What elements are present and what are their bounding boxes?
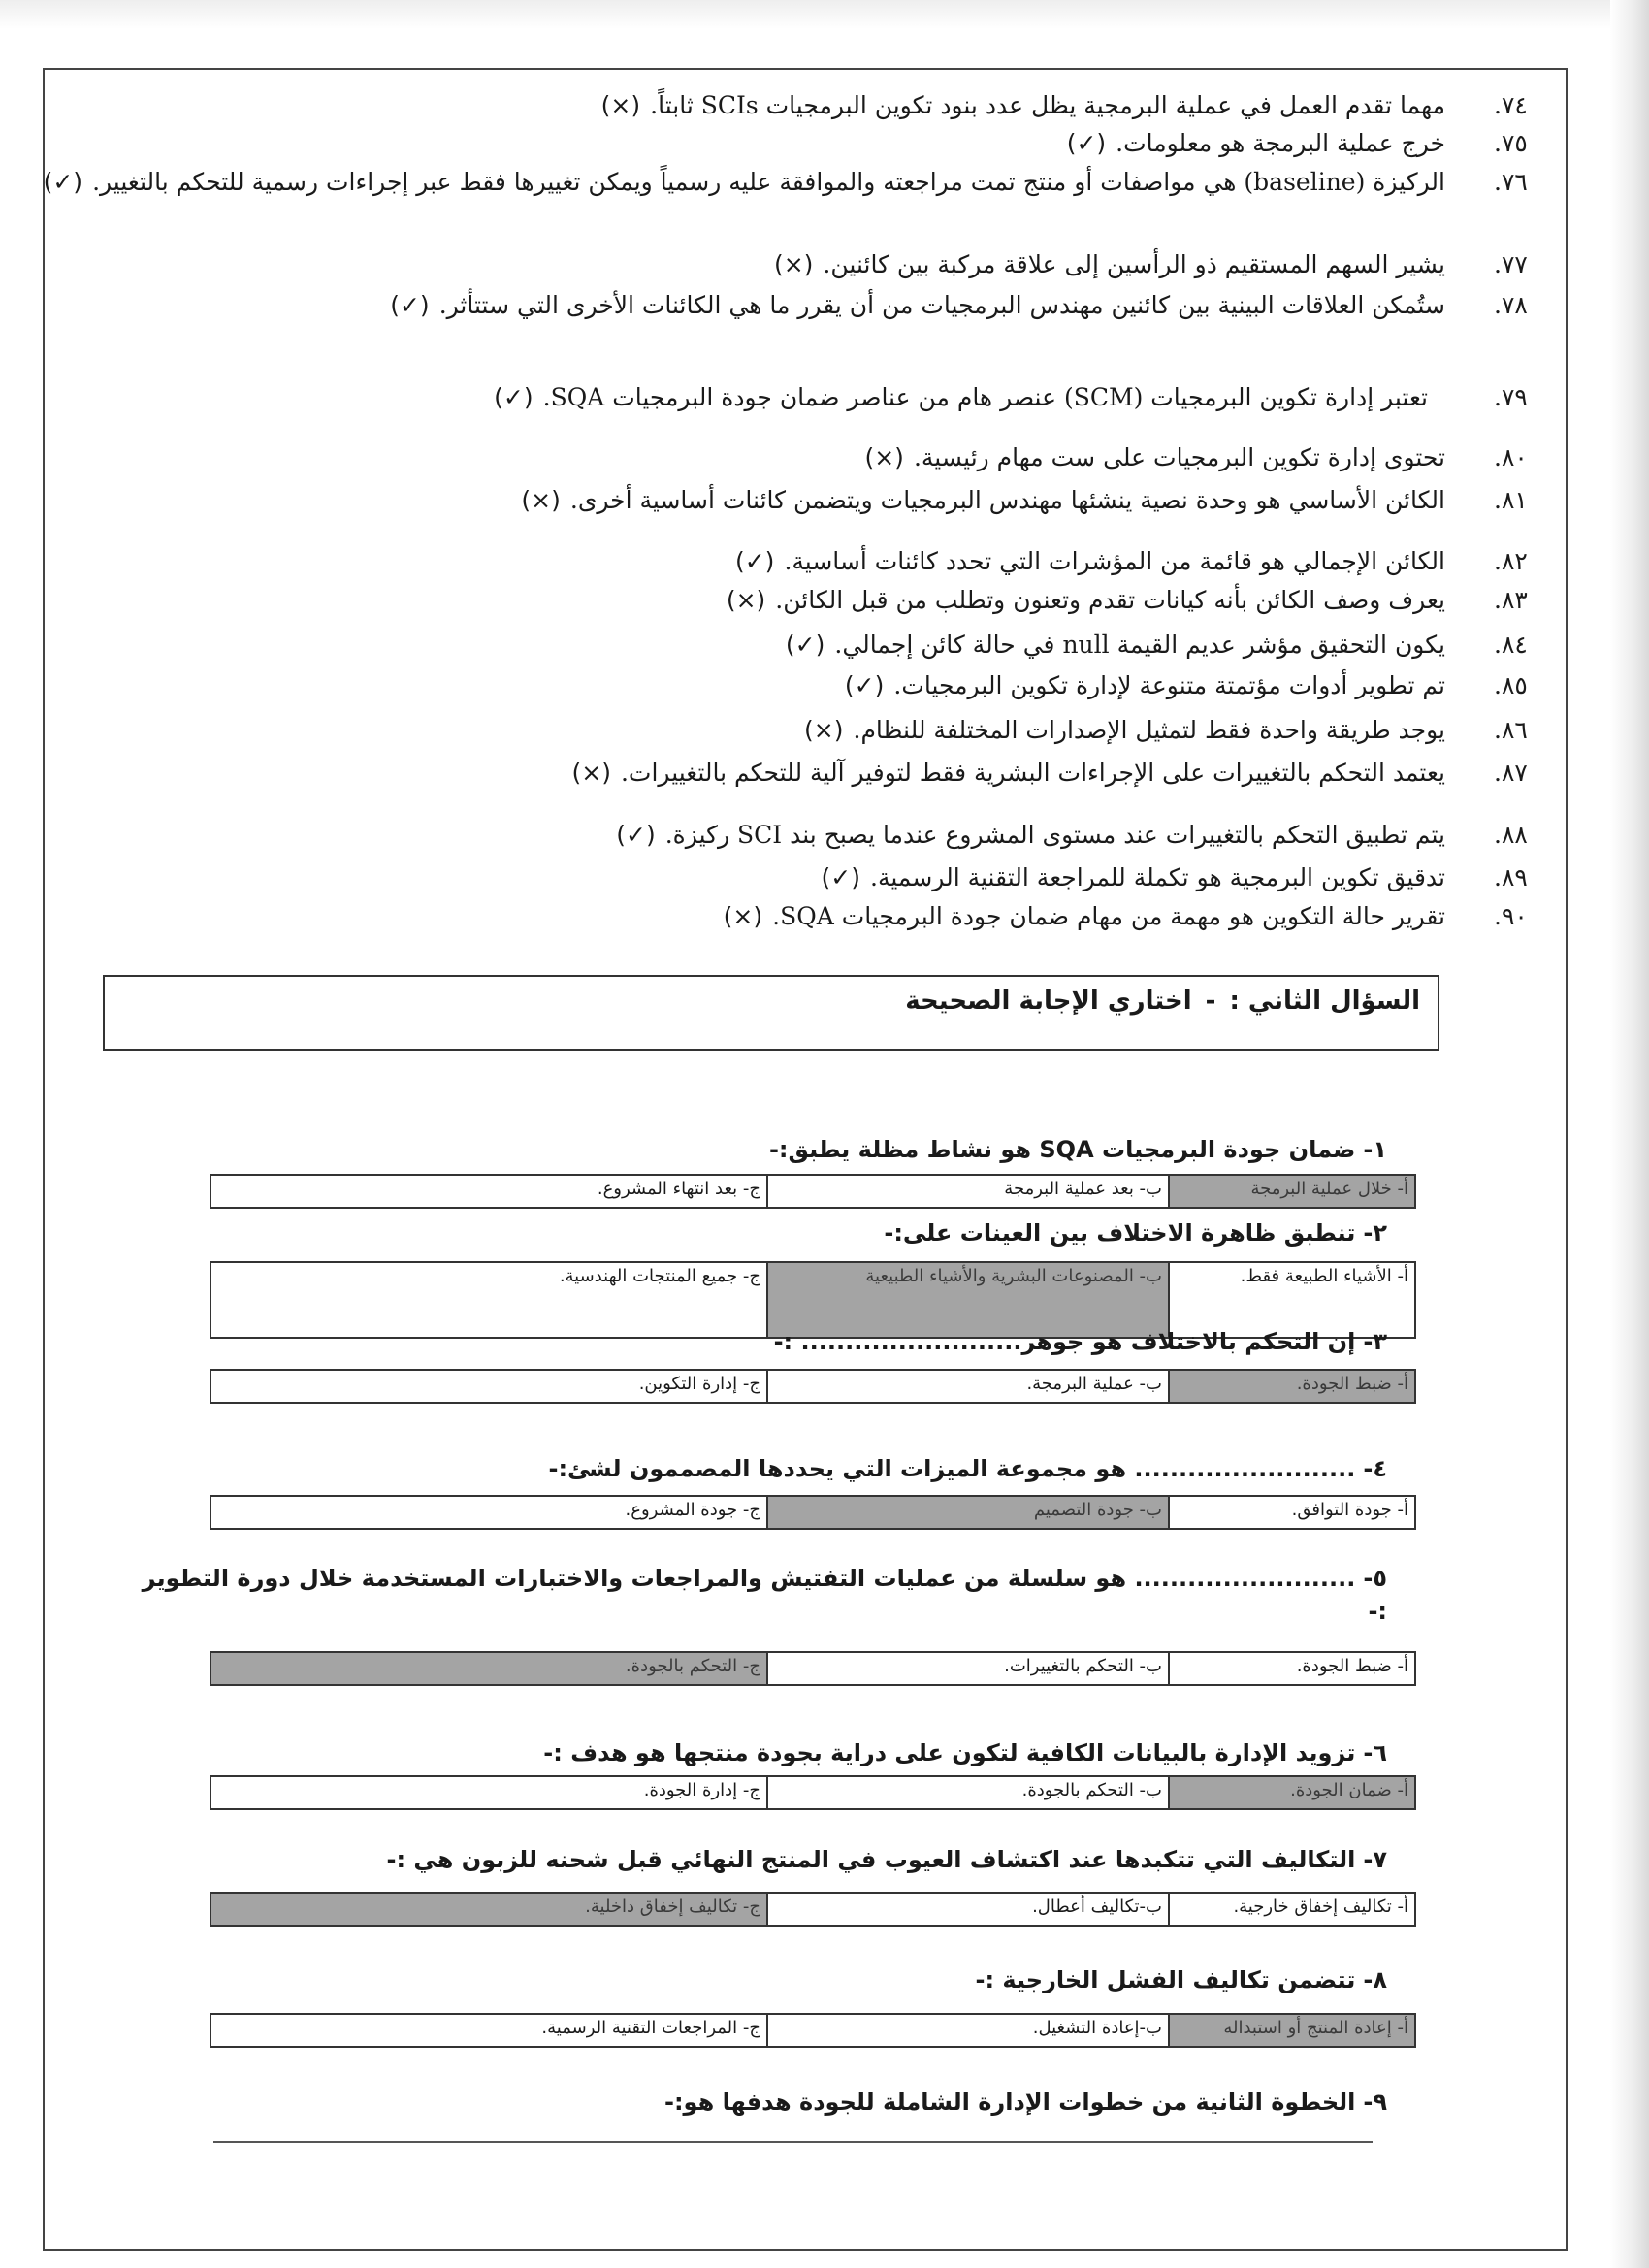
section-two-header (103, 975, 1439, 1051)
statement-item (58, 127, 1552, 166)
cross-mark: (×) (723, 902, 763, 930)
mcq-option: أ- ضبط الجودة. (1169, 1652, 1415, 1685)
statement-number: ٨٦. (1494, 716, 1528, 744)
mcq-option-correct: أ- ضبط الجودة. (1169, 1370, 1415, 1403)
statement-number: ٧٩. (1494, 383, 1528, 411)
statement-text: الركيزة (baseline) هي مواصفات أو منتج تمت مراجعته والموافقة عليه رسمياً ويمكن تغييرها فقط عبر إجراءات رسمية للتحكم بالتغيير.(✓) (43, 168, 1445, 196)
check-mark: (✓) (390, 291, 430, 319)
mcq-option: ب- التحكم بالجودة. (767, 1776, 1169, 1809)
scan-edge-right (1610, 0, 1649, 2268)
statement-text: يتم تطبيق التحكم بالتغييرات عند مستوى المشروع عندما يصبح بند SCI ركيزة.(✓) (616, 821, 1445, 849)
statement-text: يعرف وصف الكائن بأنه كيانات تقدم وتعنون وتطلب من قبل الكائن.(×) (726, 586, 1445, 614)
mcq-question: ٥-......................... هو سلسلة من عمليات التفتيش والمراجعات والاختبارات المستخدمة خلال دورة التطوير :- (142, 1565, 1387, 1625)
statement-number: ٨٣. (1494, 586, 1528, 614)
cross-mark: (×) (521, 486, 561, 514)
mcq-options (210, 1369, 1416, 1404)
check-mark: (✓) (821, 863, 860, 891)
mcq-option: أ- جودة التوافق. (1169, 1496, 1415, 1529)
statement-text: خرج عملية البرمجة هو معلومات.(✓) (1066, 129, 1445, 157)
mcq-options (210, 1495, 1416, 1530)
mcq-option: ب- التحكم بالتغييرات. (767, 1652, 1169, 1685)
mcq-option: ج- بعد انتهاء المشروع. (210, 1175, 767, 1208)
mcq-option: ج- جميع المنتجات الهندسية. (210, 1262, 767, 1338)
statement-text: تقرير حالة التكوين هو مهمة من مهام ضمان جودة البرمجيات SQA.(×) (723, 902, 1445, 930)
statement-item (58, 629, 1552, 669)
mcq-options (210, 2013, 1416, 2048)
mcq-question: ٤-......................... هو مجموعة الميزات التي يحددها المصممون لشئ:- (548, 1455, 1387, 1482)
statement-text: ستُمكن العلاقات البينية بين كائنين مهندس البرمجيات من أن يقرر ما هي الكائنات الأخرى التي ستتأثر.(✓) (390, 291, 1445, 319)
statement-number: ٧٤. (1494, 91, 1528, 119)
statement-item (58, 89, 1552, 127)
check-mark: (✓) (494, 383, 534, 411)
statement-item (58, 441, 1552, 484)
statement-number: ٨٤. (1494, 631, 1528, 659)
check-mark: (✓) (844, 671, 885, 699)
section-two-instruction: اختاري الإجابة الصحيحة (905, 987, 1192, 1016)
cross-mark: (×) (600, 91, 641, 119)
statement-number: ٨٨. (1494, 821, 1528, 849)
mcq-option: ب-تكاليف أعطال. (767, 1893, 1169, 1926)
mcq-options (210, 1775, 1416, 1810)
statement-number: ٧٧. (1494, 250, 1528, 278)
statement-number: ٨١. (1494, 486, 1528, 514)
mcq-option: ب- بعد عملية البرمجة (767, 1175, 1169, 1208)
mcq-option: ب- عملية البرمجة. (767, 1370, 1169, 1403)
mcq-option: ب-إعادة التشغيل. (767, 2014, 1169, 2047)
statement-number: ٨٩. (1494, 863, 1528, 891)
statement-item (58, 900, 1552, 943)
statement-number: ٧٨. (1494, 291, 1528, 319)
mcq-option: أ- تكاليف إخفاق خارجية. (1169, 1893, 1415, 1926)
statement-number: ٧٦. (1494, 168, 1528, 196)
mcq-options (210, 1651, 1416, 1686)
check-mark: (✓) (734, 547, 775, 575)
mcq-question: ٩-الخطوة الثانية من خطوات الإدارة الشاملة للجودة هدفها هو:- (664, 2089, 1387, 2116)
mcq-question: ٨-تتضمن تكاليف الفشل الخارجية :- (975, 1966, 1387, 1993)
statement-item (58, 714, 1552, 757)
statement-number: ٨٥. (1494, 671, 1528, 699)
statement-text: تعتبر إدارة تكوين البرمجيات (SCM) عنصر هام من عناصر ضمان جودة البرمجيات SQA.(✓) (494, 383, 1428, 411)
mcq-option-correct: أ- ضمان الجودة. (1169, 1776, 1415, 1809)
scan-edge-top (0, 0, 1649, 29)
statement-text: تم تطوير أدوات مؤتمتة متنوعة لإدارة تكوين البرمجيات.(✓) (844, 671, 1445, 699)
cross-mark: (×) (773, 250, 814, 278)
cross-mark: (×) (571, 759, 611, 787)
mcq-option: ج- إدارة الجودة. (210, 1776, 767, 1809)
mcq-options (210, 1174, 1416, 1209)
mcq-question: ١-ضمان جودة البرمجيات SQA هو نشاط مظلة يطبق:- (768, 1136, 1387, 1163)
statement-item (58, 484, 1552, 545)
statement-text: تدقيق تكوين البرمجية هو تكملة للمراجعة التقنية الرسمية.(✓) (821, 863, 1445, 891)
mcq-option-correct: ج- التحكم بالجودة. (210, 1652, 767, 1685)
cross-mark: (×) (804, 716, 844, 744)
mcq-option-correct: أ- خلال عملية البرمجة (1169, 1175, 1415, 1208)
answer-line (213, 2141, 1373, 2143)
statement-text: يوجد طريقة واحدة فقط لتمثيل الإصدارات المختلفة للنظام.(×) (804, 716, 1445, 744)
check-mark: (✓) (616, 821, 656, 849)
mcq-question: ٧-التكاليف التي تتكبدها عند اكتشاف العيوب في المنتج النهائي قبل شحنه للزبون هي :- (386, 1846, 1387, 1873)
check-mark: (✓) (785, 631, 825, 659)
statement-item (43, 166, 1552, 248)
mcq-option: ج- المراجعات التقنية الرسمية. (210, 2014, 767, 2047)
statement-number: ٨٧. (1494, 759, 1528, 787)
statement-item (58, 289, 1552, 381)
mcq-option: ج- إدارة التكوين. (210, 1370, 767, 1403)
mcq-options (210, 1892, 1416, 1927)
statement-item (58, 584, 1552, 629)
check-mark: (✓) (1066, 129, 1107, 157)
statement-text: تحتوى إدارة تكوين البرمجيات على ست مهام رئيسية.(×) (864, 443, 1445, 471)
statement-text: الكائن الإجمالي هو قائمة من المؤشرات التي تحدد كائنات أساسية.(✓) (734, 547, 1445, 575)
section-two-label: السؤال الثاني : (1229, 987, 1420, 1016)
mcq-option-correct: ج- تكاليف إخفاق داخلية. (210, 1893, 767, 1926)
mcq-question: ٦-تزويد الإدارة بالبيانات الكافية لتكون على دراية بجودة منتجها هو هدف :- (543, 1739, 1387, 1766)
mcq-question: ٣-إن التحكم بالاختلاف هو جوهر......................... :- (773, 1328, 1387, 1355)
statement-number: ٧٥. (1494, 129, 1528, 157)
true-false-statements (43, 89, 1552, 943)
statement-text: يعتمد التحكم بالتغييرات على الإجراءات البشرية فقط لتوفير آلية للتحكم بالتغييرات.(×) (571, 759, 1445, 787)
cross-mark: (×) (726, 586, 766, 614)
mcq-option-correct: ب- جودة التصميم (767, 1496, 1169, 1529)
statement-number: ٨٢. (1494, 547, 1528, 575)
check-mark: (✓) (43, 168, 83, 196)
statement-item (58, 669, 1552, 714)
statement-item (58, 757, 1552, 819)
mcq-question: ٢-تنطبق ظاهرة الاختلاف بين العينات على:- (884, 1219, 1387, 1247)
statement-number: ٨٠. (1494, 443, 1528, 471)
cross-mark: (×) (864, 443, 904, 471)
mcq-option: أ- الأشياء الطبيعة فقط. (1169, 1262, 1415, 1338)
section-two-title (905, 987, 1420, 1016)
section-two-separator: - (1205, 987, 1216, 1016)
statement-item (58, 381, 1552, 441)
statement-text: الكائن الأساسي هو وحدة نصية ينشئها مهندس البرمجيات ويتضمن كائنات أساسية أخرى.(×) (521, 486, 1445, 514)
statement-item (58, 545, 1552, 584)
statement-item (58, 248, 1552, 289)
statement-item (58, 861, 1552, 900)
mcq-option: ج- جودة المشروع. (210, 1496, 767, 1529)
statement-text: مهما تقدم العمل في عملية البرمجية يظل عدد بنود تكوين البرمجيات SCIs ثابتاً.(×) (600, 91, 1445, 119)
statement-text: يشير السهم المستقيم ذو الرأسين إلى علاقة مركبة بين كائنين.(×) (773, 250, 1445, 278)
mcq-option-correct: ب- المصنوعات البشرية والأشياء الطبيعية (767, 1262, 1169, 1338)
statement-number: ٩٠. (1494, 902, 1528, 930)
statement-item (58, 819, 1552, 861)
mcq-option-correct: أ- إعادة المنتج أو استبداله (1169, 2014, 1415, 2047)
statement-text: يكون التحقيق مؤشر عديم القيمة null في حالة كائن إجمالي.(✓) (785, 631, 1445, 659)
